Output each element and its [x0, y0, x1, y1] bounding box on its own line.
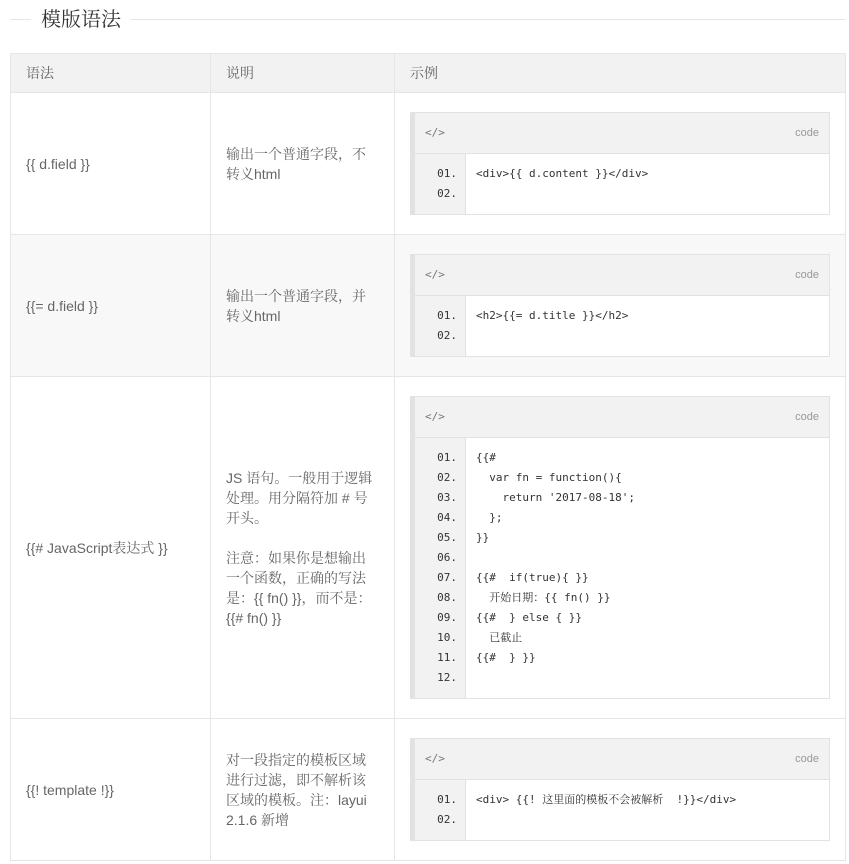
- example-cell: [395, 93, 846, 235]
- description-paragraph: JS 语句。一般用于逻辑处理。用分隔符加 # 号开头。: [226, 469, 373, 526]
- description-cell: [211, 93, 395, 235]
- line-numbers: 01. 02.: [415, 154, 466, 214]
- line-numbers: 01. 02.: [415, 296, 466, 356]
- code-body: [415, 296, 829, 356]
- code-block-header: [415, 739, 829, 780]
- code-line: <div> {{! 这里面的模板不会被解析 !}}</div>: [476, 793, 737, 806]
- syntax-cell: {{ d.field }}: [11, 93, 211, 235]
- code-block: [410, 738, 830, 841]
- code-line: var fn = function(){: [476, 471, 622, 484]
- code-line: }}: [476, 531, 490, 544]
- description-cell: [211, 377, 395, 719]
- code-lines: [466, 296, 829, 356]
- syntax-cell: {{# JavaScript表达式 }}: [11, 377, 211, 719]
- code-block-header: [415, 255, 829, 296]
- section-legend: [10, 0, 845, 40]
- code-line: 已截止: [476, 631, 523, 644]
- table-row: [11, 93, 846, 235]
- code-lang-label: code: [795, 269, 819, 281]
- code-line: [476, 810, 819, 830]
- table-header-row: [11, 54, 846, 93]
- syntax-cell: {{= d.field }}: [11, 235, 211, 377]
- code-tag-icon: </>: [425, 126, 445, 139]
- code-line: {{# if(true){ }}: [476, 571, 589, 584]
- example-cell: [395, 377, 846, 719]
- description-paragraph: 输出一个普通字段，并转义html: [226, 287, 366, 324]
- table-row: [11, 235, 846, 377]
- code-tag-icon: </>: [425, 268, 445, 281]
- code-line: [476, 548, 819, 568]
- code-line: {{# } }}: [476, 651, 536, 664]
- legend-rule: [10, 19, 845, 20]
- code-block: [410, 396, 830, 699]
- description-cell: [211, 719, 395, 861]
- code-body: [415, 154, 829, 214]
- line-numbers: 01. 02.: [415, 780, 466, 840]
- example-cell: [395, 719, 846, 861]
- code-line: {{#: [476, 451, 496, 464]
- code-block-header: [415, 113, 829, 154]
- description-paragraph: 注意：如果你是想输出一个函数，正确的写法是：{{ fn() }}，而不是：{{# fn() }}: [226, 549, 372, 626]
- code-lines: [466, 438, 829, 698]
- code-line: [476, 668, 819, 688]
- code-line: <div>{{ d.content }}</div>: [476, 167, 649, 180]
- description-paragraph: 对一段指定的模板区域进行过滤，即不解析该区域的模板。注：layui 2.1.6 新增: [226, 751, 367, 828]
- syntax-cell: {{! template !}}: [11, 719, 211, 861]
- code-lines: [466, 154, 829, 214]
- code-lines: [466, 780, 829, 840]
- example-cell: [395, 235, 846, 377]
- code-block: [410, 254, 830, 357]
- code-block: [410, 112, 830, 215]
- code-block-header: [415, 397, 829, 438]
- code-line: };: [476, 511, 503, 524]
- code-lang-label: code: [795, 127, 819, 139]
- line-numbers: 01. 02. 03. 04. 05. 06. 07. 08. 09. 10. 11. 12.: [415, 438, 466, 698]
- section-title: 模版语法: [31, 6, 131, 34]
- header-description: 说明: [211, 54, 395, 93]
- code-line: [476, 326, 819, 346]
- code-line: <h2>{{= d.title }}</h2>: [476, 309, 629, 322]
- header-syntax: 语法: [11, 54, 211, 93]
- code-line: 开始日期：{{ fn() }}: [476, 591, 611, 604]
- code-tag-icon: </>: [425, 752, 445, 765]
- code-line: {{# } else { }}: [476, 611, 582, 624]
- description-cell: [211, 235, 395, 377]
- code-body: [415, 780, 829, 840]
- table-row: [11, 377, 846, 719]
- code-line: [476, 184, 819, 204]
- header-example: 示例: [395, 54, 846, 93]
- code-tag-icon: </>: [425, 410, 445, 423]
- table-row: [11, 719, 846, 861]
- code-lang-label: code: [795, 753, 819, 765]
- code-body: [415, 438, 829, 698]
- code-lang-label: code: [795, 411, 819, 423]
- code-line: return '2017-08-18';: [476, 491, 635, 504]
- description-paragraph: 输出一个普通字段，不转义html: [226, 145, 366, 182]
- syntax-table: [10, 53, 846, 861]
